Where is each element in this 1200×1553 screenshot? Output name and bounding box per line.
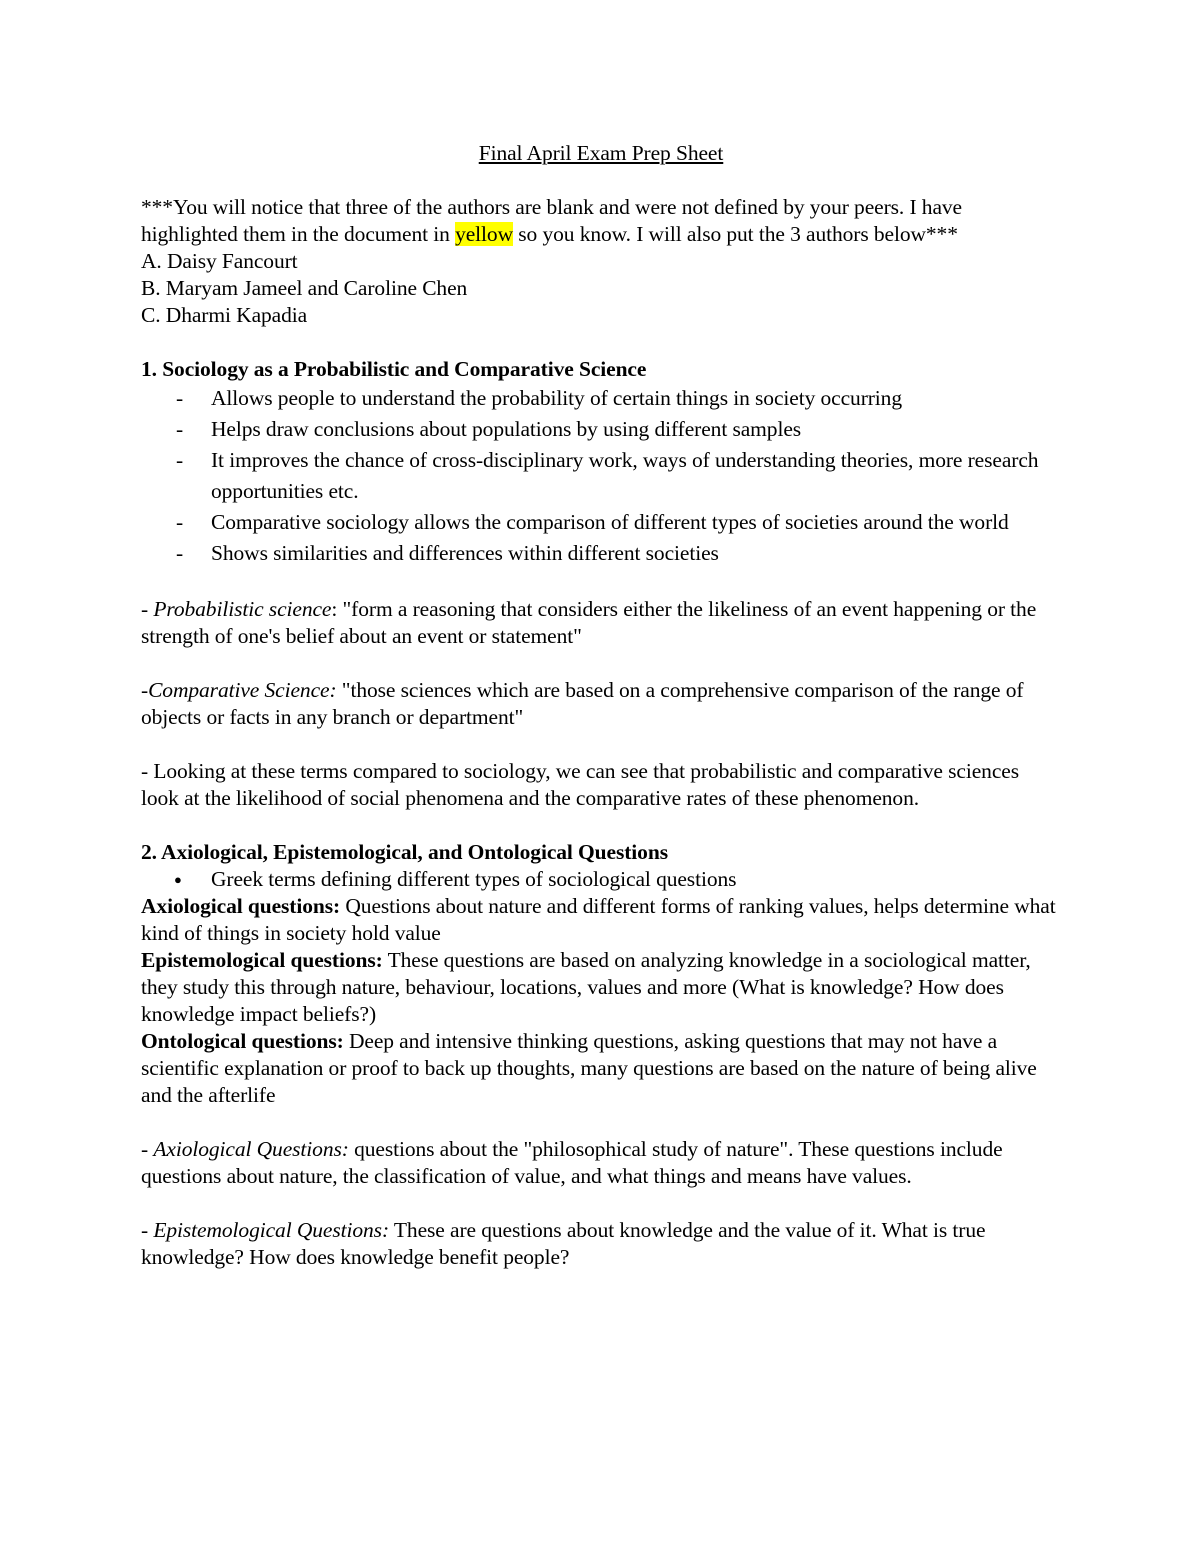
definition-term: Ontological questions: bbox=[141, 1029, 344, 1053]
spacer bbox=[141, 569, 1061, 596]
definition-text: These questions are based on analyzing knowledge in a sociological matter, they study this through nature, behaviour, locations, values and more (What is knowledge? How does knowledge impact beliefs?) bbox=[141, 948, 1031, 1026]
list-item: - Allows people to understand the probability of certain things in society occurring bbox=[141, 383, 1061, 414]
section-1-heading: 1. Sociology as a Probabilistic and Comparative Science bbox=[141, 357, 647, 381]
definition-term: Axiological questions: bbox=[141, 894, 341, 918]
definition-text: Deep and intensive thinking questions, asking questions that may not have a scientific explanation or proof to back up thoughts, many questions are based on the nature of being alive and the afterlife bbox=[141, 1029, 1037, 1107]
axiological-questions-paragraph bbox=[141, 893, 1061, 947]
definition-term: Axiological Questions: bbox=[153, 1137, 349, 1161]
spacer bbox=[141, 650, 1061, 677]
section-1-summary: - Looking at these terms compared to sociology, we can see that probabilistic and comparative sciences look at the likelihood of social phenomena and the comparative rates of these phenomenon. bbox=[141, 759, 1019, 810]
epistemological-questions-paragraph bbox=[141, 947, 1061, 1028]
author-item: B. Maryam Jameel and Caroline Chen bbox=[141, 276, 468, 300]
definition-term: Epistemological Questions: bbox=[153, 1218, 390, 1242]
definition-prefix: - bbox=[141, 597, 154, 621]
spacer bbox=[141, 812, 1061, 839]
notice-text-start: ***You will notice that three of the authors are blank and were not defined by your peers. I have highlighted them in the document in bbox=[141, 195, 962, 246]
section-2-heading: 2. Axiological, Epistemological, and Ontological Questions bbox=[141, 840, 668, 864]
probabilistic-science-definition bbox=[141, 596, 1061, 650]
definition-prefix: - bbox=[141, 678, 149, 702]
definition-text: questions about the "philosophical study of nature". These questions include questions about nature, the classification of value, and what things and means have values. bbox=[141, 1137, 1003, 1188]
definition-text: These are questions about knowledge and the value of it. What is true knowledge? How does knowledge benefit people? bbox=[141, 1218, 986, 1269]
epistemological-questions-definition bbox=[141, 1217, 1061, 1271]
list-item: ● Greek terms defining different types of sociological questions bbox=[141, 866, 1061, 893]
definition-term: Probabilistic science bbox=[153, 597, 332, 621]
definition-text: "those sciences which are based on a comprehensive comparison of the range of objects or facts in any branch or department" bbox=[141, 678, 1024, 729]
list-item: - Comparative sociology allows the comparison of different types of societies around the world bbox=[141, 507, 1061, 538]
definition-text: : "form a reasoning that considers either the likeliness of an event happening or the strength of one's belief about an event or statement" bbox=[141, 597, 1037, 648]
notice-paragraph bbox=[141, 194, 1061, 248]
notice-text-end: so you know. I will also put the 3 authors below*** bbox=[513, 222, 958, 246]
list-item: - Shows similarities and differences within different societies bbox=[141, 538, 1061, 569]
spacer bbox=[141, 731, 1061, 758]
definition-prefix: - bbox=[141, 1137, 154, 1161]
section-1-bullet-list bbox=[141, 383, 1061, 569]
list-item: - It improves the chance of cross-disciplinary work, ways of understanding theories, more research opportunities etc. bbox=[141, 445, 1061, 507]
document-page bbox=[141, 140, 1061, 1271]
list-item: - Helps draw conclusions about populations by using different samples bbox=[141, 414, 1061, 445]
definition-text: Questions about nature and different forms of ranking values, helps determine what kind of things in society hold value bbox=[141, 894, 1056, 945]
definition-term: Epistemological questions: bbox=[141, 948, 383, 972]
ontological-questions-paragraph bbox=[141, 1028, 1061, 1109]
spacer bbox=[141, 1109, 1061, 1136]
highlighted-word: yellow bbox=[455, 222, 513, 246]
author-item: C. Dharmi Kapadia bbox=[141, 303, 308, 327]
definition-prefix: - bbox=[141, 1218, 154, 1242]
spacer bbox=[141, 1190, 1061, 1217]
section-2-bullet-list bbox=[141, 866, 1061, 893]
author-item: A. Daisy Fancourt bbox=[141, 249, 298, 273]
axiological-questions-definition bbox=[141, 1136, 1061, 1190]
document-title: Final April Exam Prep Sheet bbox=[478, 141, 724, 165]
spacer bbox=[141, 329, 1061, 356]
comparative-science-definition bbox=[141, 677, 1061, 731]
definition-term: Comparative Science: bbox=[148, 678, 337, 702]
